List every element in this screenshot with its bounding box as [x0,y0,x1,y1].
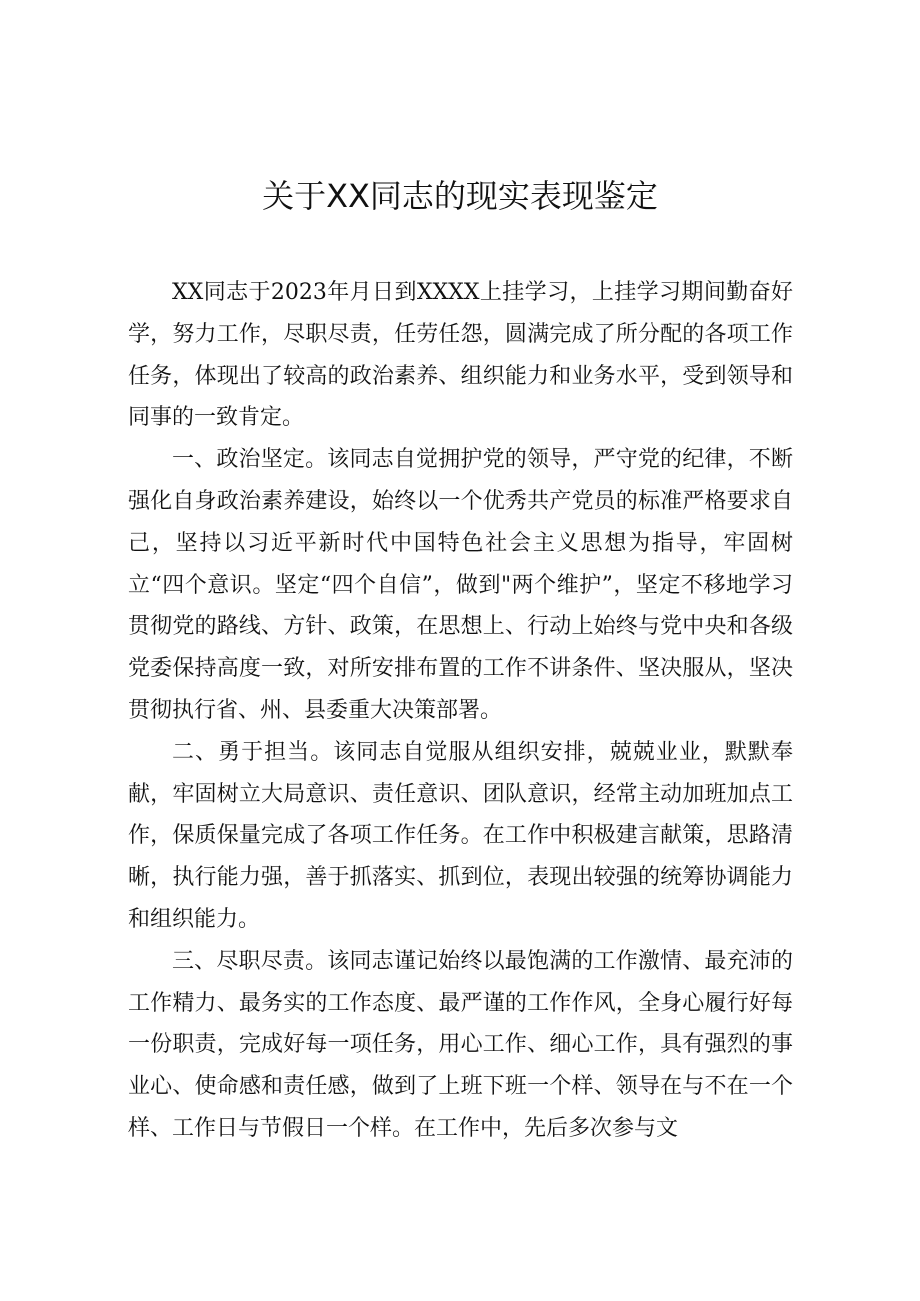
section-heading: 三、尽职尽责。 [172,948,328,974]
paragraph-text: 该同志自觉服从组织安排，兢兢业业，默默奉献，牢固树立大局意识、责任意识、团队意识，经常主动加班加点工作，保质保量完成了各项工作任务。在工作中积极建言献策，思路清晰，执行能力强，善于抓落实、抓到位，表现出较强的统筹协调能力和组织能力。 [128,739,793,932]
document-body [128,272,793,1150]
paragraph-political [128,439,793,732]
paragraph-intro [128,272,793,439]
paragraph-text: 该同志自觉拥护党的领导，严守党的纪律，不断强化自身政治素养建设，始终以一个优秀共产党员的标准严格要求自己，坚持以习近平新时代中国特色社会主义思想为指导，牢固树立“四个意识。坚定“四个自信”，做到"两个维护”，坚定不移地学习贯彻党的路线、方针、政策，在思想上、行动上始终与党中央和各级党委保持高度一致，对所安排布置的工作不讲条件、坚决服从，坚决贯彻执行省、州、县委重大决策部署。 [128,447,793,723]
paragraph-duty [128,941,793,1150]
paragraph-text: XX同志于2023年月日到XXXX上挂学习，上挂学习期间勤奋好学，努力工作，尽职尽责，任劳任怨，圆满完成了所分配的各项工作任务，体现出了较高的政治素养、组织能力和业务水平，受到领导和同事的一致肯定。 [128,280,793,431]
paragraph-text: 该同志谨记始终以最饱满的工作激情、最充沛的工作精力、最务实的工作态度、最严谨的工作作风，全身心履行好每一份职责，完成好每一项任务，用心工作、细心工作，具有强烈的事业心、使命感和责任感，做到了上班下班一个样、领导在与不在一个样、工作日与节假日一个样。在工作中，先后多次参与文 [128,948,793,1141]
paragraph-responsibility [128,732,793,941]
section-heading: 二、勇于担当。 [172,739,334,765]
document-title: 关于XX同志的现实表现鉴定 [262,177,658,215]
section-heading: 一、政治坚定。 [172,447,328,473]
